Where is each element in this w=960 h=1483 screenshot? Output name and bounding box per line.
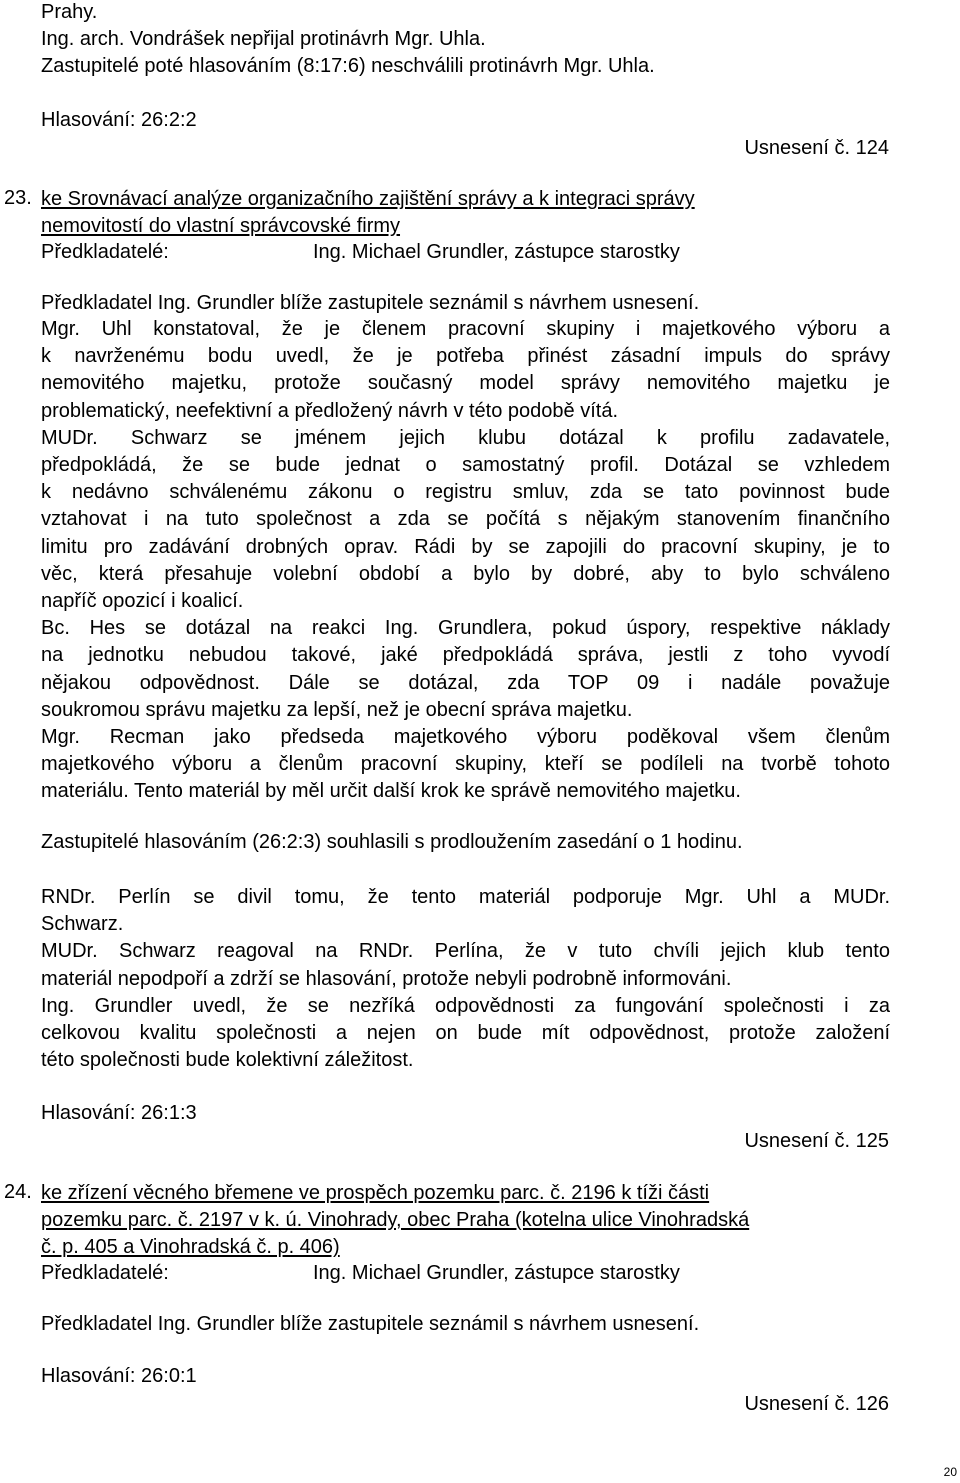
item-title-line: ke Srovnávací analýze organizačního zajištění správy a k integraci správy <box>41 188 695 210</box>
text-line: RNDr. Perlín se divil tomu, že tento materiál podporuje Mgr. Uhl a MUDr. <box>41 886 890 908</box>
presenter-name: Ing. Michael Grundler, zástupce starostky <box>313 1262 680 1284</box>
item-title <box>41 186 695 240</box>
text-line: nějakou odpovědnost. Dále se dotázal, zda TOP 09 i nadále považuje <box>41 671 890 694</box>
item-title-line: pozemku parc. č. 2197 v k. ú. Vinohrady, obec Praha (kotelna ulice Vinohradská <box>41 1209 750 1231</box>
resolution-number: Usnesení č. 126 <box>744 1393 889 1415</box>
text-line: majetkového výboru a členům pracovní skupiny, kteří se podíleli na tvorbě tohoto <box>41 753 890 776</box>
item-number: 24. <box>4 1181 32 1203</box>
text-line: nemovitého majetku, protože současný model správy nemovitého majetku je <box>41 372 890 395</box>
text-line: problematický, neefektivní a předložený návrh v této podobě vítá. <box>41 399 619 422</box>
text-line: věc, která přesahuje volební období a bylo by dobré, aby to bylo schváleno <box>41 562 890 585</box>
text-line: celkovou kvalitu společnosti a nejen on bude mít odpovědnost, protože založení <box>41 1022 890 1045</box>
text-line: Ing. arch. Vondrášek nepřijal protinávrh Mgr. Uhla. <box>41 28 486 50</box>
item-title-line: č. p. 405 a Vinohradská č. p. 406) <box>41 1236 340 1258</box>
text-line: předpokládá, že se bude jednat o samostatný profil. Dotázal se vzhledem <box>41 454 890 477</box>
vote-result: Hlasování: 26:1:3 <box>41 1102 197 1124</box>
resolution-number: Usnesení č. 125 <box>744 1130 889 1152</box>
text-line: Bc. Hes se dotázal na reakci Ing. Grundlera, pokud úspory, respektive náklady <box>41 617 890 640</box>
item-title-line: ke zřízení věcného břemene ve prospěch pozemku parc. č. 2196 k tíži části <box>41 1182 710 1204</box>
item-title <box>41 1180 749 1261</box>
intro-text: Předkladatel Ing. Grundler blíže zastupitele seznámil s návrhem usnesení. <box>41 1313 700 1335</box>
text-line: limitu pro zadávání drobných oprav. Rádi by se zapojili do pracovní skupiny, je to <box>41 535 890 558</box>
page-number: 20 <box>943 1465 957 1479</box>
text-line: k navrženému bodu uvedl, že je potřeba přinést zásadní impuls do správy <box>41 345 890 368</box>
text-line: Mgr. Recman jako předseda majetkového výboru poděkoval všem členům <box>41 726 890 749</box>
text-line: na jednotku nebudou takové, jaké předpokládá správa, jestli z toho vyvodí <box>41 644 890 667</box>
text-line: MUDr. Schwarz reagoval na RNDr. Perlína, že v tuto chvíli jejich klub tento <box>41 940 890 963</box>
extension-vote: Zastupitelé hlasováním (26:2:3) souhlasili s prodloužením zasedání o 1 hodinu. <box>41 831 743 853</box>
text-line: k nedávno schválenému zákonu o registru smluv, zda se tato povinnost bude <box>41 481 890 504</box>
presenter-row <box>41 1261 680 1285</box>
text-line: soukromou správu majetku za lepší, než je obecní správa majetku. <box>41 698 633 721</box>
presenter-label: Předkladatelé: <box>41 241 169 263</box>
discussion-paragraph <box>41 884 890 1074</box>
text-line: Mgr. Uhl konstatoval, že je členem pracovní skupiny i majetkového výboru a <box>41 318 890 340</box>
text-line: materiál nepodpoří a zdrží se hlasování, protože nebyli podrobně informováni. <box>41 967 732 990</box>
vote-result: Hlasování: 26:0:1 <box>41 1365 197 1387</box>
presenter-row <box>41 240 680 264</box>
item-title-line: nemovitostí do vlastní správcovské firmy <box>41 215 401 237</box>
presenter-label: Předkladatelé: <box>41 1262 169 1284</box>
text-line: vztahovat i na tuto společnost a zda se počítá s nějakým stanovením finančního <box>41 508 890 531</box>
text-line: Schwarz. <box>41 913 124 936</box>
item-number: 23. <box>4 187 32 209</box>
text-line: této společnosti bude kolektivní záležitost. <box>41 1049 414 1072</box>
text-line: MUDr. Schwarz se jménem jejich klubu dotázal k profilu zadavatele, <box>41 426 890 449</box>
vote-result: Hlasování: 26:2:2 <box>41 109 197 131</box>
presenter-name: Ing. Michael Grundler, zástupce starostky <box>313 241 680 263</box>
text-line: Prahy. <box>41 1 98 23</box>
text-line: Ing. Grundler uvedl, že se nezříká odpovědnosti za fungování společnosti i za <box>41 994 890 1017</box>
text-line: materiálu. Tento materiál by měl určit další krok ke správě nemovitého majetku. <box>41 780 741 803</box>
resolution-number: Usnesení č. 124 <box>744 137 889 159</box>
text-line: Zastupitelé poté hlasováním (8:17:6) neschválili protinávrh Mgr. Uhla. <box>41 55 655 77</box>
intro-text: Předkladatel Ing. Grundler blíže zastupitele seznámil s návrhem usnesení. <box>41 292 700 314</box>
discussion-paragraph <box>41 316 890 806</box>
text-line: napříč opozicí i koalicí. <box>41 590 244 613</box>
